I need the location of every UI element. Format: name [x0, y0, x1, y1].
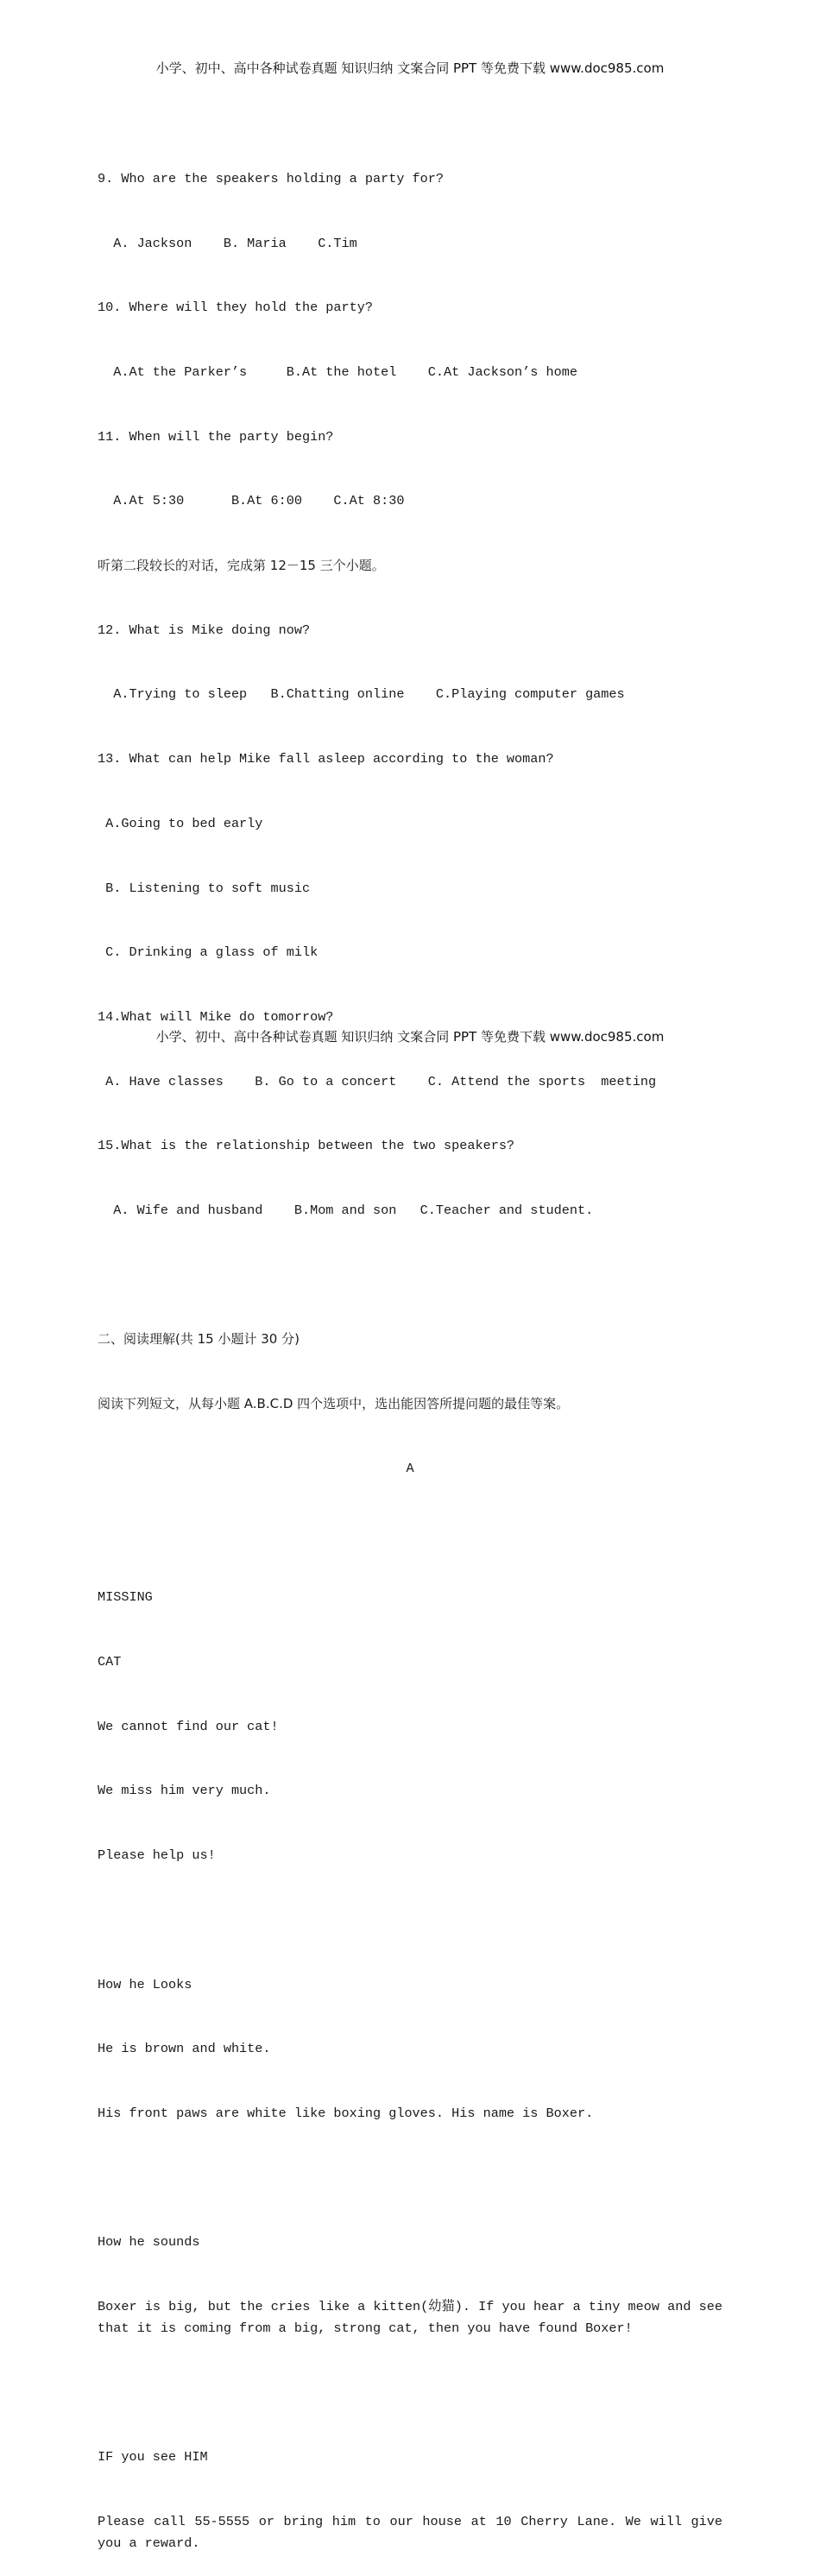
- passage-heading-missing: MISSING: [98, 1589, 153, 1606]
- part-2-instructions: 阅读下列短文，从每小题 A.B.C.D 四个选项中，选出能因答所提问题的最佳等案。: [98, 1396, 570, 1412]
- passage-line-3: Please help us!: [98, 1847, 216, 1864]
- passage-label: A: [406, 1460, 414, 1476]
- question-9: 9. Who are the speakers holding a party for?: [98, 170, 445, 186]
- looks-heading: How he Looks: [98, 1976, 192, 1992]
- question-12-options: A.Trying to sleep B.Chatting online C.Playing computer games: [98, 686, 625, 703]
- looks-line-2: His front paws are white like boxing gloves. His name is Boxer.: [98, 2105, 594, 2121]
- page-footer: 小学、初中、高中各种试卷真题 知识归纳 文案合同 PPT 等免费下载 www.doc985.com: [155, 1029, 665, 1045]
- question-15-options: A. Wife and husband B.Mom and son C.Teacher and student.: [98, 1203, 594, 1219]
- passage-heading-cat: CAT: [98, 1653, 122, 1670]
- see-heading: IF you see HIM: [98, 2449, 208, 2466]
- question-10: 10. Where will they hold the party?: [98, 300, 373, 316]
- question-10-options: A.At the Parker’s B.At the hotel C.At Jackson’s home: [98, 363, 577, 380]
- document-body: [98, 125, 722, 2576]
- question-12: 12. What is Mike doing now?: [98, 622, 311, 638]
- question-11: 11. When will the party begin?: [98, 428, 334, 445]
- question-14-options: A. Have classes B. Go to a concert C. Attend the sports meeting: [98, 1073, 657, 1089]
- question-9-options: A. Jackson B. Maria C.Tim: [98, 235, 357, 251]
- question-13: 13. What can help Mike fall asleep according to the woman?: [98, 751, 554, 767]
- question-13-option-a: A.Going to bed early: [98, 815, 263, 831]
- question-13-option-b: B. Listening to soft music: [98, 880, 311, 896]
- see-paragraph: Please call 55-5555 or bring him to our house at 10 Cherry Lane. We will give you a reward.: [98, 2514, 722, 2551]
- question-11-options: A.At 5:30 B.At 6:00 C.At 8:30: [98, 493, 405, 509]
- section-2-intro: 听第二段较长的对话，完成第 12－15 三个小题。: [98, 558, 385, 574]
- sounds-heading: How he sounds: [98, 2234, 200, 2251]
- page-header: 小学、初中、高中各种试卷真题 知识归纳 文案合同 PPT 等免费下载 www.doc985.com: [155, 60, 665, 76]
- question-13-option-c: C. Drinking a glass of milk: [98, 944, 319, 961]
- question-14: 14.What will Mike do tomorrow?: [98, 1008, 334, 1025]
- passage-line-1: We cannot find our cat!: [98, 1718, 279, 1734]
- sounds-paragraph: Boxer is big, but the cries like a kitten(幼猫). If you hear a tiny meow and see that it is coming from a big, strong cat, then you have found Boxer!: [98, 2299, 722, 2336]
- looks-line-1: He is brown and white.: [98, 2041, 271, 2057]
- passage-line-2: We miss him very much.: [98, 1783, 271, 1799]
- question-15: 15.What is the relationship between the two speakers?: [98, 1138, 515, 1154]
- part-2-title: 二、阅读理解(共 15 小题计 30 分): [98, 1331, 300, 1348]
